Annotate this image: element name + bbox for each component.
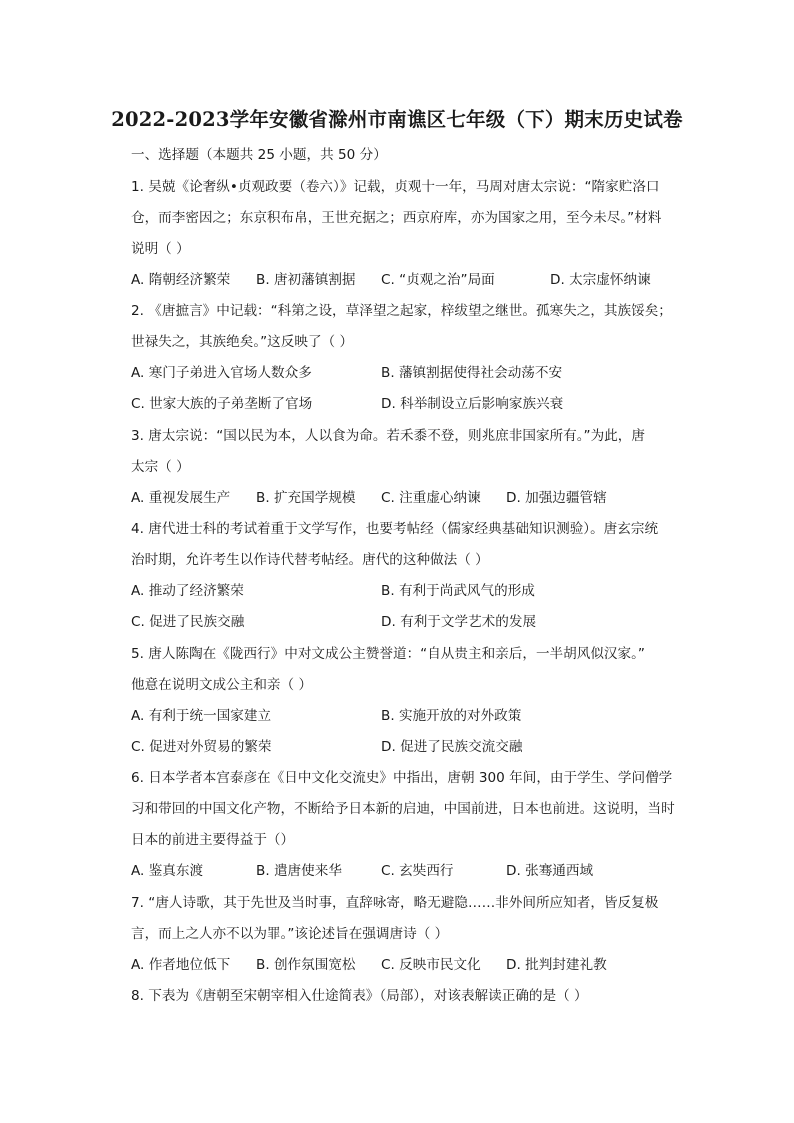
question-6-option-d[interactable]: D. 张骞通西域 (506, 863, 594, 879)
question-4-option-b[interactable]: B. 有利于尚武风气的形成 (381, 583, 535, 599)
question-6-line-3: 日本的前进主要得益于（） (131, 832, 295, 848)
question-4-line-2: 治时期，允许考生以作诗代替考帖经。唐代的这种做法（ ） (131, 552, 489, 568)
question-2-option-a[interactable]: A. 寒门子弟进入官场人数众多 (131, 365, 312, 381)
question-1-line-1: 1. 吴兢《论奢纵•贞观政要（卷六）》记载，贞观十一年，马周对唐太宗说：“隋家贮洛口 (131, 179, 660, 195)
question-4-line-1: 4. 唐代进士科的考试着重于文学写作，也要考帖经（儒家经典基础知识测验）。唐玄宗统 (131, 521, 659, 537)
question-3-option-b[interactable]: B. 扩充国学规模 (256, 490, 356, 506)
question-4-option-a[interactable]: A. 推动了经济繁荣 (131, 583, 244, 599)
question-7-option-b[interactable]: B. 创作氛围宽松 (256, 957, 356, 973)
question-6-line-2: 习和带回的中国文化产物，不断给予日本新的启迪，中国前进，日本也前进。这说明，当时 (131, 801, 675, 817)
question-1-option-c[interactable]: C. “贞观之治”局面 (381, 272, 495, 288)
question-3-line-1: 3. 唐太宗说：“国以民为本，人以食为命。若禾黍不登，则兆庶非国家所有。”为此，唐 (131, 428, 645, 444)
section-heading: 一、选择题（本题共 25 小题，共 50 分） (131, 147, 387, 163)
question-6-option-b[interactable]: B. 遣唐使来华 (256, 863, 342, 879)
question-7-option-c[interactable]: C. 反映市民文化 (381, 957, 481, 973)
question-1-option-a[interactable]: A. 隋朝经济繁荣 (131, 272, 231, 288)
question-2-line-1: 2. 《唐摭言》中记载：“科第之设，草泽望之起家，梓绂望之继世。孤寒失之，其族馁矣； (131, 303, 672, 319)
question-3-option-c[interactable]: C. 注重虚心纳谏 (381, 490, 481, 506)
question-7-line-2: 言，而上之人亦不以为罪。”该论述旨在强调唐诗（ ） (131, 926, 449, 942)
question-6-option-c[interactable]: C. 玄奘西行 (381, 863, 454, 879)
question-6-option-a[interactable]: A. 鉴真东渡 (131, 863, 204, 879)
question-2-line-2: 世禄失之，其族绝矣。”这反映了（ ） (131, 334, 354, 350)
question-7-option-a[interactable]: A. 作者地位低下 (131, 957, 231, 973)
question-2-option-c[interactable]: C. 世家大族的子弟垄断了官场 (131, 396, 313, 412)
question-5-option-a[interactable]: A. 有利于统一国家建立 (131, 708, 272, 724)
question-4-option-d[interactable]: D. 有利于文学艺术的发展 (381, 614, 537, 630)
question-6-line-1: 6. 日本学者本宫泰彦在《日中文化交流史》中指出，唐朝 300 年间，由于学生、学问僧学 (131, 770, 673, 786)
question-3-line-2: 太宗（ ） (131, 459, 190, 475)
question-5-option-c[interactable]: C. 促进对外贸易的繁荣 (131, 739, 272, 755)
question-5-line-1: 5. 唐人陈陶在《陇西行》中对文成公主赞誉道：“自从贵主和亲后，一半胡风似汉家。” (131, 646, 645, 662)
question-2-option-d[interactable]: D. 科举制设立后影响家族兴衰 (381, 396, 564, 412)
question-4-option-c[interactable]: C. 促进了民族交融 (131, 614, 245, 630)
question-1-line-2: 仓，而李密因之；东京积布帛，王世充据之；西京府库，亦为国家之用，至今未尽。”材料 (131, 210, 662, 226)
question-5-option-b[interactable]: B. 实施开放的对外政策 (381, 708, 522, 724)
question-7-line-1: 7. “唐人诗歌，其于先世及当时事，直辞咏寄，略无避隐……非外间所应知者，皆反复极 (131, 895, 659, 911)
question-5-option-d[interactable]: D. 促进了民族交流交融 (381, 739, 523, 755)
question-3-option-d[interactable]: D. 加强边疆管辖 (506, 490, 607, 506)
question-8-line-1: 8. 下表为《唐朝至宋朝宰相入仕途简表》（局部），对该表解读正确的是（ ） (131, 988, 588, 1004)
question-2-option-b[interactable]: B. 藩镇割据使得社会动荡不安 (381, 365, 563, 381)
question-3-option-a[interactable]: A. 重视发展生产 (131, 490, 231, 506)
question-1-option-b[interactable]: B. 唐初藩镇割据 (256, 272, 356, 288)
question-5-line-2: 他意在说明文成公主和亲（ ） (131, 677, 313, 693)
question-1-line-3: 说明（ ） (131, 241, 190, 257)
exam-title: 2022-2023学年安徽省滁州市南谯区七年级（下）期末历史试卷 (111, 108, 683, 131)
question-1-option-d[interactable]: D. 太宗虚怀纳谏 (550, 272, 651, 288)
question-7-option-d[interactable]: D. 批判封建礼教 (506, 957, 607, 973)
